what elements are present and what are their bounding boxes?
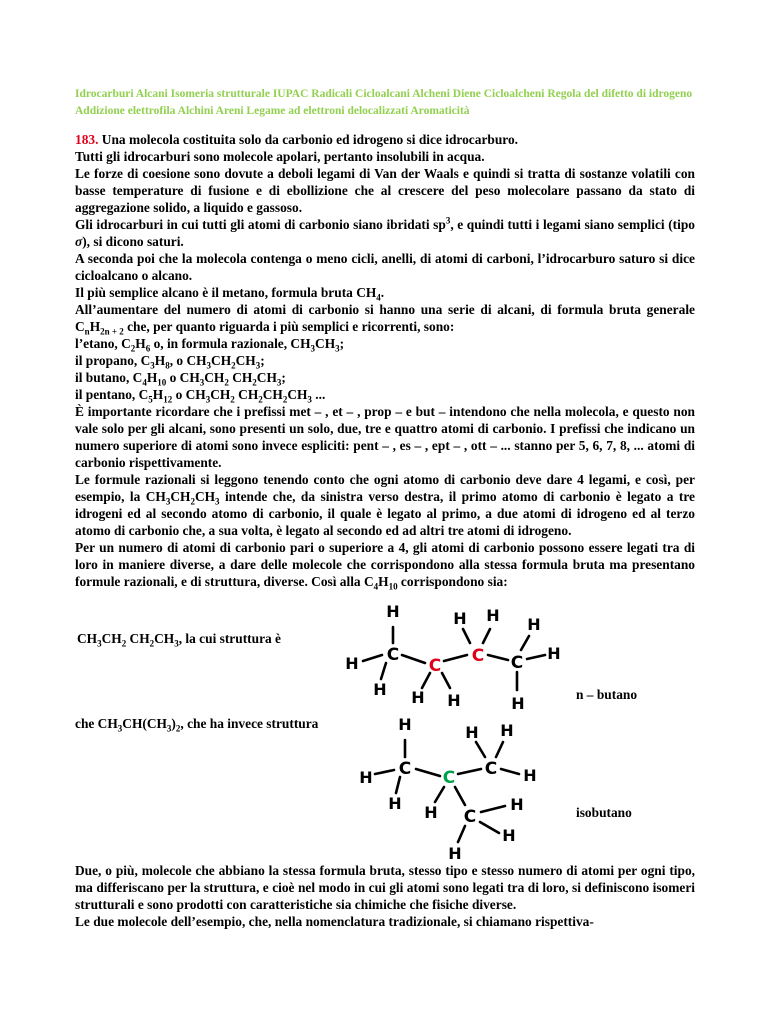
sub: 3 bbox=[117, 723, 123, 734]
sub: 2 bbox=[258, 394, 263, 405]
bond bbox=[521, 636, 529, 650]
topic-header: Idrocarburi Alcani Isomeria strutturale IUPAC Radicali Cicloalcani Alcheni Diene Cicloalcheni Regola del difetto di idrogeno Addizione elettrofila Alchini Areni Legame ad elettroni delocalizzati Aromaticità bbox=[75, 88, 693, 117]
sub: 2 bbox=[149, 638, 155, 649]
sub: 3 bbox=[166, 723, 172, 734]
sub: 10 bbox=[157, 377, 167, 388]
bond bbox=[416, 769, 440, 776]
text: H bbox=[152, 387, 164, 402]
text: intende che, da sinistra verso destra, il primo atomo di carbonio è legato a tre idrogeni ed al secondo atomo di carbonio, il quale è legato al primo, a due atomi di idrogeno ed al terzo atomo di carbonio che, a sua volta, è legato al secondo ed ad altri tre atomi di idrogeno. bbox=[75, 489, 695, 538]
paragraph: È importante ricordare che i prefissi met – , et – , prop – e but – intendono che nella molecola, e questo non vale solo per gli alcani, sono presenti un solo, due, tre e quattro atomi di carbonio. I prefissi che indicano un numero superiore di atomi sono invece espliciti: pent – , es – , ept – , ott – ... stanno per 5, 6, 7, 8, ... atomi di carbonio rispettivamente. bbox=[75, 404, 695, 470]
carbon-atom: C bbox=[398, 759, 412, 779]
bond bbox=[476, 742, 485, 757]
bond bbox=[435, 787, 444, 802]
text: H bbox=[89, 319, 101, 334]
bond bbox=[481, 806, 505, 812]
sub: 3 bbox=[206, 360, 212, 371]
sub: 2 bbox=[190, 496, 195, 507]
bond bbox=[381, 663, 386, 679]
sub: 6 bbox=[145, 343, 151, 354]
text: All’aumentare del numero di atomi di carbonio si hanno una serie di alcani, di formula bruta generale C bbox=[75, 302, 695, 334]
bond bbox=[488, 655, 508, 660]
bond bbox=[501, 769, 519, 774]
sub: 4 bbox=[142, 377, 147, 388]
text: CH bbox=[235, 353, 256, 368]
sub: 3 bbox=[205, 394, 211, 405]
sub: n bbox=[84, 326, 90, 337]
bond bbox=[496, 742, 503, 757]
carbon-atom: C bbox=[471, 646, 485, 666]
bond bbox=[458, 769, 481, 774]
paragraph: Due, o più, molecole che abbiano la stessa formula bruta, stesso tipo e stesso numero di atomi per ogni tipo, ma differiscano per la struttura, e cioè nel modo in cui gli atomi sono legati tra di loro, si definiscono isomeri strutturali e sono prodotti con caratteristiche sia chimiche che fisiche diverse. bbox=[75, 863, 695, 912]
bond bbox=[527, 655, 545, 659]
hydrogen-atom: H bbox=[453, 609, 467, 628]
text: o CH bbox=[166, 370, 200, 385]
bond bbox=[444, 655, 467, 661]
sub: 2 bbox=[230, 394, 235, 405]
sub: 12 bbox=[163, 394, 173, 405]
text: H bbox=[135, 336, 146, 351]
text: Per un numero di atomi di carbonio pari o superiore a 4, gli atomi di carbonio possono essere legati tra di loro in maniere diverse, a dare delle molecole che corrispondono alla stessa formula bruta ma presentano formule razionali, e di struttura, diverse. Così alla C bbox=[75, 540, 695, 589]
hydrogen-atom: H bbox=[424, 803, 438, 822]
bond bbox=[480, 822, 499, 833]
sub: 3 bbox=[199, 377, 205, 388]
text: CH bbox=[262, 387, 283, 402]
hydrogen-atom: H bbox=[523, 766, 537, 785]
bond bbox=[463, 629, 470, 643]
carbon-atom: C bbox=[510, 653, 524, 673]
bond bbox=[442, 673, 450, 688]
carbon-atom: C bbox=[442, 768, 456, 788]
text: H bbox=[154, 353, 166, 368]
hydrogen-atom: H bbox=[448, 844, 462, 863]
text: Il più semplice alcano è il metano, formula bruta CH bbox=[75, 285, 377, 300]
sub: 8 bbox=[165, 360, 170, 371]
section-number: 183. bbox=[75, 132, 99, 147]
text: CH bbox=[211, 353, 232, 368]
sub: 2 bbox=[231, 360, 236, 371]
sub: 3 bbox=[165, 496, 171, 507]
paragraph: Le due molecole dell’esempio, che, nella nomenclatura tradizionale, si chiamano rispettiva- bbox=[75, 914, 594, 929]
text: CH(CH bbox=[122, 716, 167, 731]
text: o CH bbox=[172, 387, 206, 402]
n-butano-label: n – butano bbox=[576, 687, 638, 702]
sub: 3 bbox=[335, 343, 340, 354]
sub: 3 bbox=[150, 360, 155, 371]
text: ; bbox=[339, 336, 345, 351]
n-butane-structure bbox=[345, 602, 560, 713]
text: CH bbox=[170, 489, 191, 504]
text: CH bbox=[228, 370, 253, 385]
text: CH bbox=[256, 370, 277, 385]
sub: 2 bbox=[282, 394, 288, 405]
bond bbox=[455, 787, 465, 805]
sub: 4 bbox=[373, 581, 379, 592]
text: Una molecola costituita solo da carbonio ed idrogeno si dice idrocarburo. bbox=[101, 132, 519, 147]
sub: 3 bbox=[215, 496, 220, 507]
text: CH bbox=[154, 631, 175, 646]
hydrogen-atom: H bbox=[398, 715, 412, 734]
bond bbox=[363, 655, 382, 661]
sub: 2 bbox=[252, 377, 257, 388]
text: CH bbox=[126, 631, 150, 646]
text: l’etano, C bbox=[75, 336, 131, 351]
text: , o CH bbox=[169, 353, 207, 368]
text: CH bbox=[234, 387, 259, 402]
text: ... bbox=[311, 387, 326, 402]
text: o, in formula razionale, CH bbox=[150, 336, 311, 351]
sub: 4 bbox=[376, 292, 381, 303]
hydrogen-atom: H bbox=[510, 795, 524, 814]
sub: 10 bbox=[388, 581, 398, 592]
carbon-atom: C bbox=[428, 656, 442, 676]
text: . bbox=[380, 285, 385, 300]
text: ), si dicono saturi. bbox=[82, 234, 184, 249]
sub: 5 bbox=[148, 394, 153, 405]
text: CH bbox=[77, 631, 98, 646]
text: corrispondono sia: bbox=[397, 574, 508, 589]
hydrogen-atom: H bbox=[373, 680, 387, 699]
carbon-atom: C bbox=[386, 645, 400, 665]
hydrogen-atom: H bbox=[486, 606, 500, 625]
hydrogen-atom: H bbox=[511, 694, 525, 713]
text: il butano, C bbox=[75, 370, 143, 385]
hydrogen-atom: H bbox=[527, 615, 541, 634]
text: ) bbox=[171, 716, 176, 731]
paragraph: A seconda poi che la molecola contenga o meno cicli, anelli, di atomi di carboni, l’idrocarburo saturo si dice cicloalcano o alcano. bbox=[75, 251, 695, 283]
text: , la cui struttura è bbox=[178, 631, 281, 646]
sub: 2 bbox=[224, 377, 229, 388]
bond bbox=[396, 777, 400, 793]
hydrogen-atom: H bbox=[465, 723, 479, 742]
sub: 2n + 2 bbox=[100, 326, 124, 337]
bond bbox=[402, 655, 425, 663]
text: CH bbox=[315, 336, 336, 351]
text: H bbox=[146, 370, 158, 385]
text: , che ha invece struttura bbox=[180, 716, 319, 731]
text: Gli idrocarburi in cui tutti gli atomi di carbonio siano ibridati sp bbox=[75, 217, 446, 232]
sub: 3 bbox=[255, 360, 261, 371]
text: CH bbox=[194, 489, 216, 504]
hydrogen-atom: H bbox=[547, 644, 561, 663]
text: Le formule razionali si leggono tenendo conto che ogni atomo di carbonio deve dare 4 legami, e così, per esempio, la CH bbox=[75, 472, 695, 504]
bond bbox=[458, 826, 465, 842]
sub: 3 bbox=[174, 638, 179, 649]
text: ; bbox=[260, 353, 265, 368]
text: che CH bbox=[75, 716, 118, 731]
text: H bbox=[378, 574, 389, 589]
carbon-atom: C bbox=[463, 807, 477, 827]
bond bbox=[375, 770, 394, 774]
sigma: σ bbox=[75, 234, 83, 249]
hydrogen-atom: H bbox=[345, 654, 359, 673]
hydrogen-atom: H bbox=[500, 721, 514, 740]
carbon-atom: C bbox=[484, 759, 498, 779]
text: che, per quanto riguarda i più semplici e ricorrenti, sono: bbox=[123, 319, 455, 334]
hydrogen-atom: H bbox=[502, 826, 516, 845]
text: il propano, C bbox=[75, 353, 151, 368]
sub: 3 bbox=[276, 377, 282, 388]
sub: 3 bbox=[307, 394, 312, 405]
sub: 2 bbox=[121, 638, 127, 649]
text: , e quindi tutti i legami siano semplici (tipo bbox=[450, 217, 695, 232]
sub: 2 bbox=[175, 723, 181, 734]
hydrogen-atom: H bbox=[388, 794, 402, 813]
text: CH bbox=[210, 387, 231, 402]
isobutane-structure bbox=[359, 715, 536, 863]
paragraph: Tutti gli idrocarburi sono molecole apolari, pertanto insolubili in acqua. bbox=[75, 149, 485, 164]
text: CH bbox=[101, 631, 122, 646]
sub: 3 bbox=[97, 638, 102, 649]
hydrogen-atom: H bbox=[447, 691, 461, 710]
hydrogen-atom: H bbox=[359, 768, 373, 787]
hydrogen-atom: H bbox=[386, 602, 400, 621]
sub: 2 bbox=[130, 343, 136, 354]
paragraph: Le forze di coesione sono dovute a deboli legami di Van der Waals e quindi si tratta di sostanze volatili con basse temperature di fusione e di ebollizione che al crescere del peso molecolare passano da stato di aggregazione solido, a liquido e gassoso. bbox=[75, 166, 695, 215]
sub: 3 bbox=[310, 343, 316, 354]
hydrogen-atom: H bbox=[411, 688, 425, 707]
text: CH bbox=[287, 387, 308, 402]
closing-text bbox=[75, 862, 695, 930]
text: CH bbox=[204, 370, 225, 385]
text: il pentano, C bbox=[75, 387, 149, 402]
text: ; bbox=[281, 370, 286, 385]
sup: 3 bbox=[445, 215, 451, 226]
isobutano-label: isobutano bbox=[576, 805, 632, 820]
bond bbox=[483, 629, 490, 643]
